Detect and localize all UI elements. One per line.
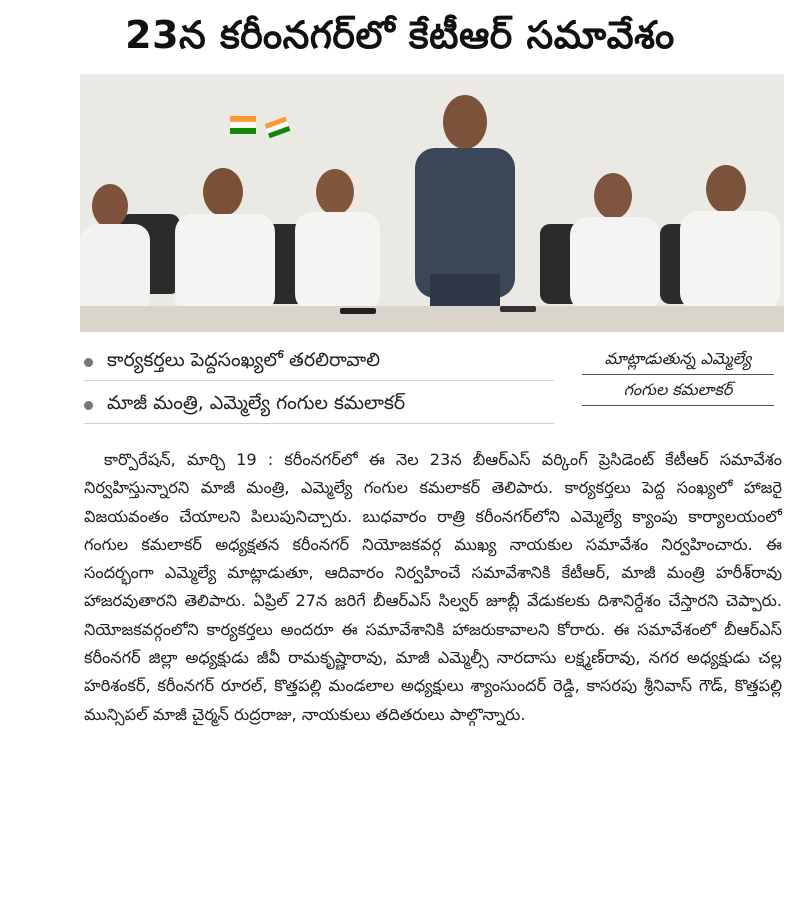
bullet-item [84, 387, 554, 424]
bullet-item [84, 344, 554, 381]
meeting-photo-illustration [80, 74, 784, 332]
bullet-text: మాజీ మంత్రి, ఎమ్మెల్యే గంగుల కమలాకర్ [107, 391, 406, 414]
bullet-icon [84, 358, 93, 367]
caption-line-2: గంగుల కమలాకర్ [623, 380, 733, 399]
caption-line-1: మాట్లాడుతున్న ఎమ్మెల్యే [604, 349, 752, 368]
caption-divider [582, 405, 774, 406]
article-body: కార్పొరేషన్, మార్చి 19 : కరీంనగర్‌లో ఈ నెల 23న బీఆర్‌ఎస్ వర్కింగ్ ప్రెసిడెంట్ కేటీఆర్ సమావేశం నిర్వహిస్తున్నారని మాజీ మంత్రి, ఎమ్మెల్యే గంగుల కమలాకర్ తెలిపారు. కార్యకర్తలు పెద్ద సంఖ్యలో హాజరై విజయవంతం చేయాలని పిలుపునిచ్చారు. బుధవారం రాత్రి కరీంనగర్‌లోని ఎమ్మెల్యే క్యాంపు కార్యాలయంలో గంగుల కమలాకర్ అధ్యక్షతన కరీంనగర్ నియోజకవర్గ ముఖ్య నాయకుల సమావేశం నిర్వహించారు. ఈ సందర్భంగా ఎమ్మెల్యే మాట్లాడుతూ, ఆదివారం నిర్వహించే సమావేశానికి కేటీఆర్, మాజీ మంత్రి హరీశ్‌రావు హాజరవుతారని తెలిపారు. ఏప్రిల్ 27న జరిగే బీఆర్‌ఎస్ సిల్వర్ జూబ్లీ వేడుకలకు దిశానిర్దేశం చేస్తారని చెప్పారు. నియోజకవర్గంలోని కార్యకర్తలు అందరూ ఈ సమావేశానికి హాజరుకావాలని కోరారు. ఈ సమావేశంలో బీఆర్‌ఎస్ కరీంనగర్ జిల్లా అధ్యక్షుడు జీవీ రామకృష్ణారావు, మాజీ ఎమ్మెల్సీ నారదాసు లక్ష్మణ్‌రావు, నగర అధ్యక్షుడు చల్ల హరిశంకర్, కరీంనగర్ రూరల్, కొత్తపల్లి మండలాల అధ్యక్షులు శ్యాంసుందర్ రెడ్డి, కాసరపు శ్రీనివాస్ గౌడ్, కొత్తపల్లి మున్సిపల్ మాజీ చైర్మన్ రుద్రరాజు, నాయకులు తదితరులు పాల్గొన్నారు. [84, 450, 782, 724]
caption-divider [582, 374, 774, 375]
bullet-icon [84, 401, 93, 410]
news-photo [80, 74, 784, 332]
headline: 23న కరీంనగర్‌లో కేటీఆర్ సమావేశం [125, 13, 675, 57]
bullet-list [84, 344, 554, 430]
bullet-text: కార్యకర్తలు పెద్దసంఖ్యలో తరలిరావాలి [107, 348, 381, 371]
photo-caption [572, 346, 784, 408]
